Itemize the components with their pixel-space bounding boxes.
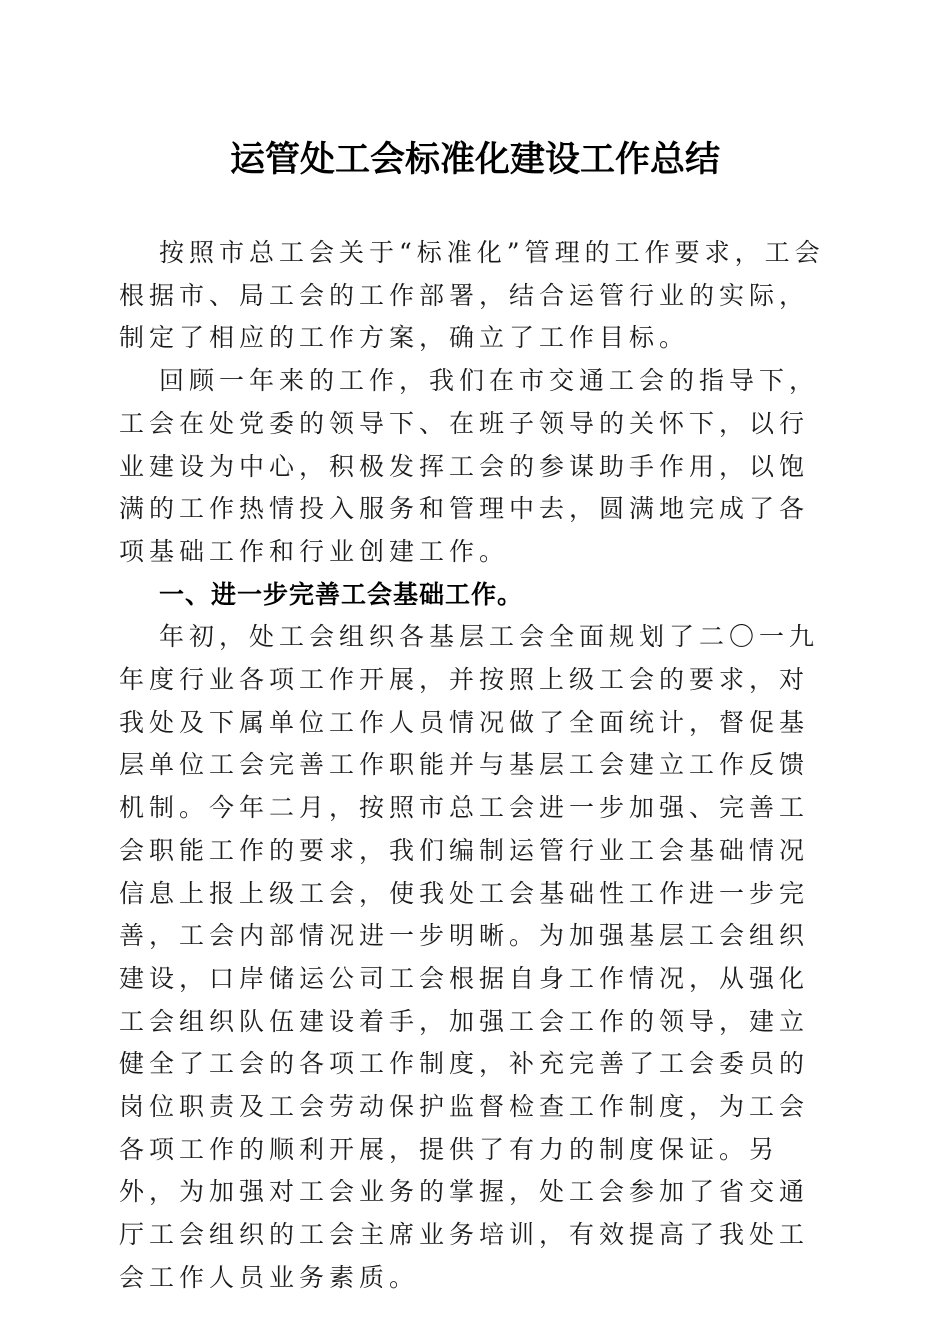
intro-paragraph: 按照市总工会关于“标准化”管理的工作要求，工会根据市、局工会的工作部署，结合运管行业的实际，制定了相应的工作方案，确立了工作目标。 [119,238,825,353]
document-body [119,232,835,1300]
document-title: 运管处工会标准化建设工作总结 [229,139,720,180]
section-heading: 一、进一步完善工会基础工作。 [159,579,524,609]
section-paragraph: 年初，处工会组织各基层工会全面规划了二〇一九年度行业各项工作开展，并按照上级工会的要求，对我处及下属单位工作人员情况做了全面统计，督促基层单位工会完善工作职能并与基层工会建立工作反馈机制。今年二月，按照市总工会进一步加强、完善工会职能工作的要求，我们编制运管行业工会基础情况信息上报上级工会，使我处工会基础性工作进一步完善，工会内部情况进一步明晰。为加强基层工会组织建设，口岸储运公司工会根据自身工作情况，从强化工会组织队伍建设着手，加强工会工作的领导，建立健全了工会的各项工作制度，补充完善了工会委员的岗位职责及工会劳动保护监督检查工作制度，为工会各项工作的顺利开展，提供了有力的制度保证。另外，为加强对工会业务的掌握，处工会参加了省交通厅工会组织的工会主席业务培训，有效提高了我处工会工作人员业务素质。 [119,622,820,1292]
review-paragraph: 回顾一年来的工作，我们在市交通工会的指导下，工会在处党委的领导下、在班子领导的关怀下，以行业建设为中心，积极发挥工会的参谋助手作用，以饱满的工作热情投入服务和管理中去，圆满地完成了各项基础工作和行业创建工作。 [119,366,820,566]
